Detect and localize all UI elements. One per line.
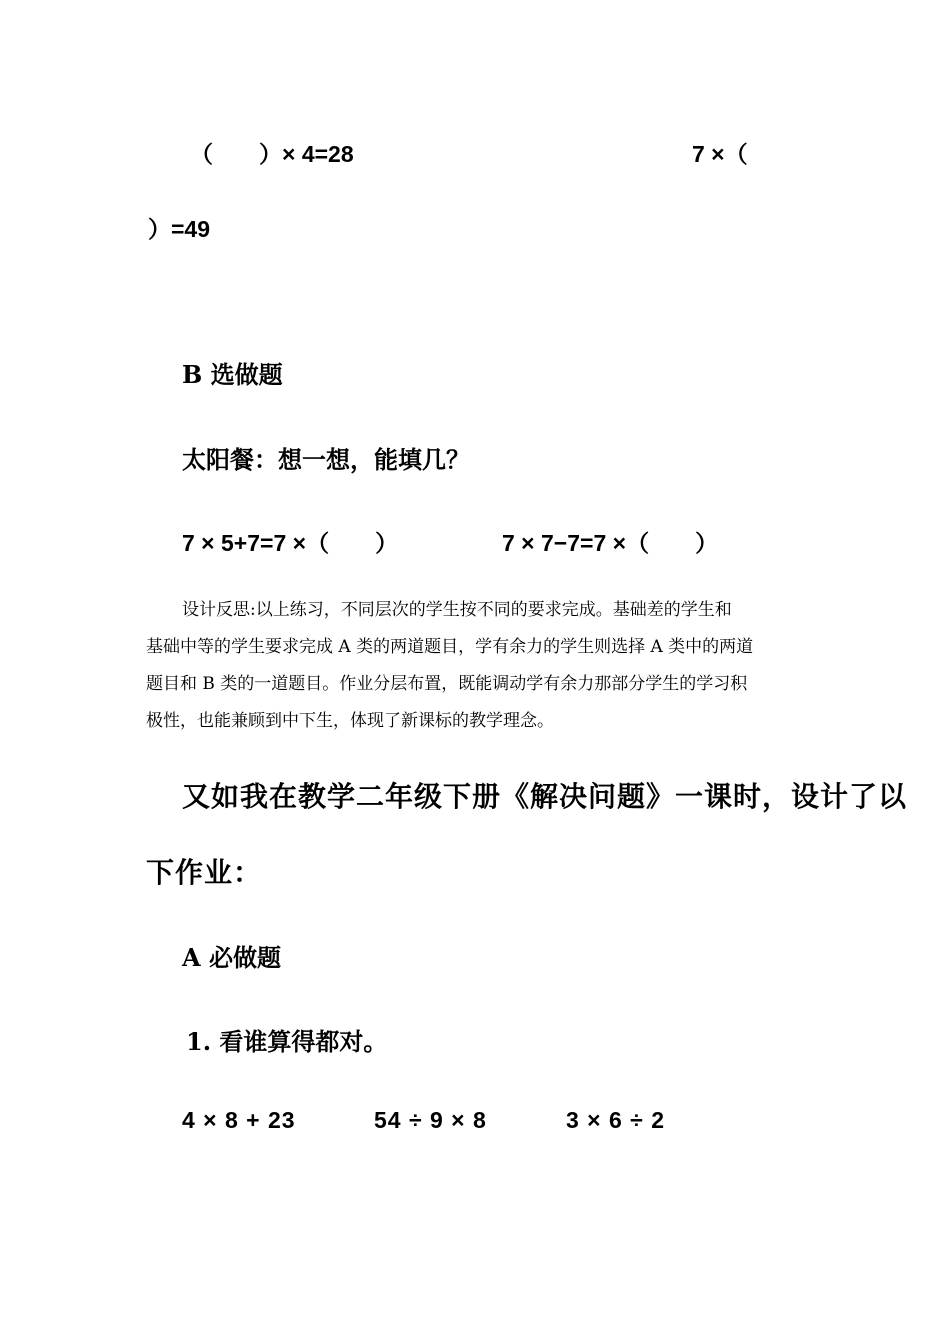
exercise-item-1: 1. 看谁算得都对。	[186, 1027, 388, 1056]
equation-fill-blank-2-start: 7 ×（	[692, 141, 748, 167]
section-heading-a: A 必做题	[182, 943, 281, 972]
reflection-line-4: 极性，也能兼顾到中下生，体现了新课标的教学理念。	[146, 711, 554, 731]
calculation-1: 4 × 8 + 23	[182, 1107, 296, 1133]
reflection-line-3: 题目和 B 类的一道题目。作业分层布置，既能调动学有余力那部分学生的学习积	[146, 674, 748, 694]
paragraph-line-1: 又如我在教学二年级下册《解决问题》一课时，设计了以	[182, 780, 908, 813]
part-b-equation-1: 7 × 5+7=7 ×（ ）	[182, 530, 399, 556]
calculation-3: 3 × 6 ÷ 2	[566, 1107, 665, 1133]
calculation-2: 54 ÷ 9 × 8	[374, 1107, 487, 1133]
reflection-line-1: 设计反思:以上练习，不同层次的学生按不同的要求完成。基础差的学生和	[182, 600, 732, 620]
paragraph-line-2: 下作业：	[146, 856, 263, 889]
equation-fill-blank-1: （ ）× 4=28	[190, 141, 354, 167]
section-heading-b: B 选做题	[182, 360, 283, 389]
reflection-line-2: 基础中等的学生要求完成 A 类的两道题目，学有余力的学生则选择 A 类中的两道	[146, 637, 754, 657]
part-b-equation-2: 7 × 7−7=7 ×（ ）	[502, 530, 719, 556]
equation-fill-blank-2-end: ）=49	[148, 216, 211, 242]
part-b-prompt: 太阳餐：想一想，能填几？	[182, 445, 470, 474]
